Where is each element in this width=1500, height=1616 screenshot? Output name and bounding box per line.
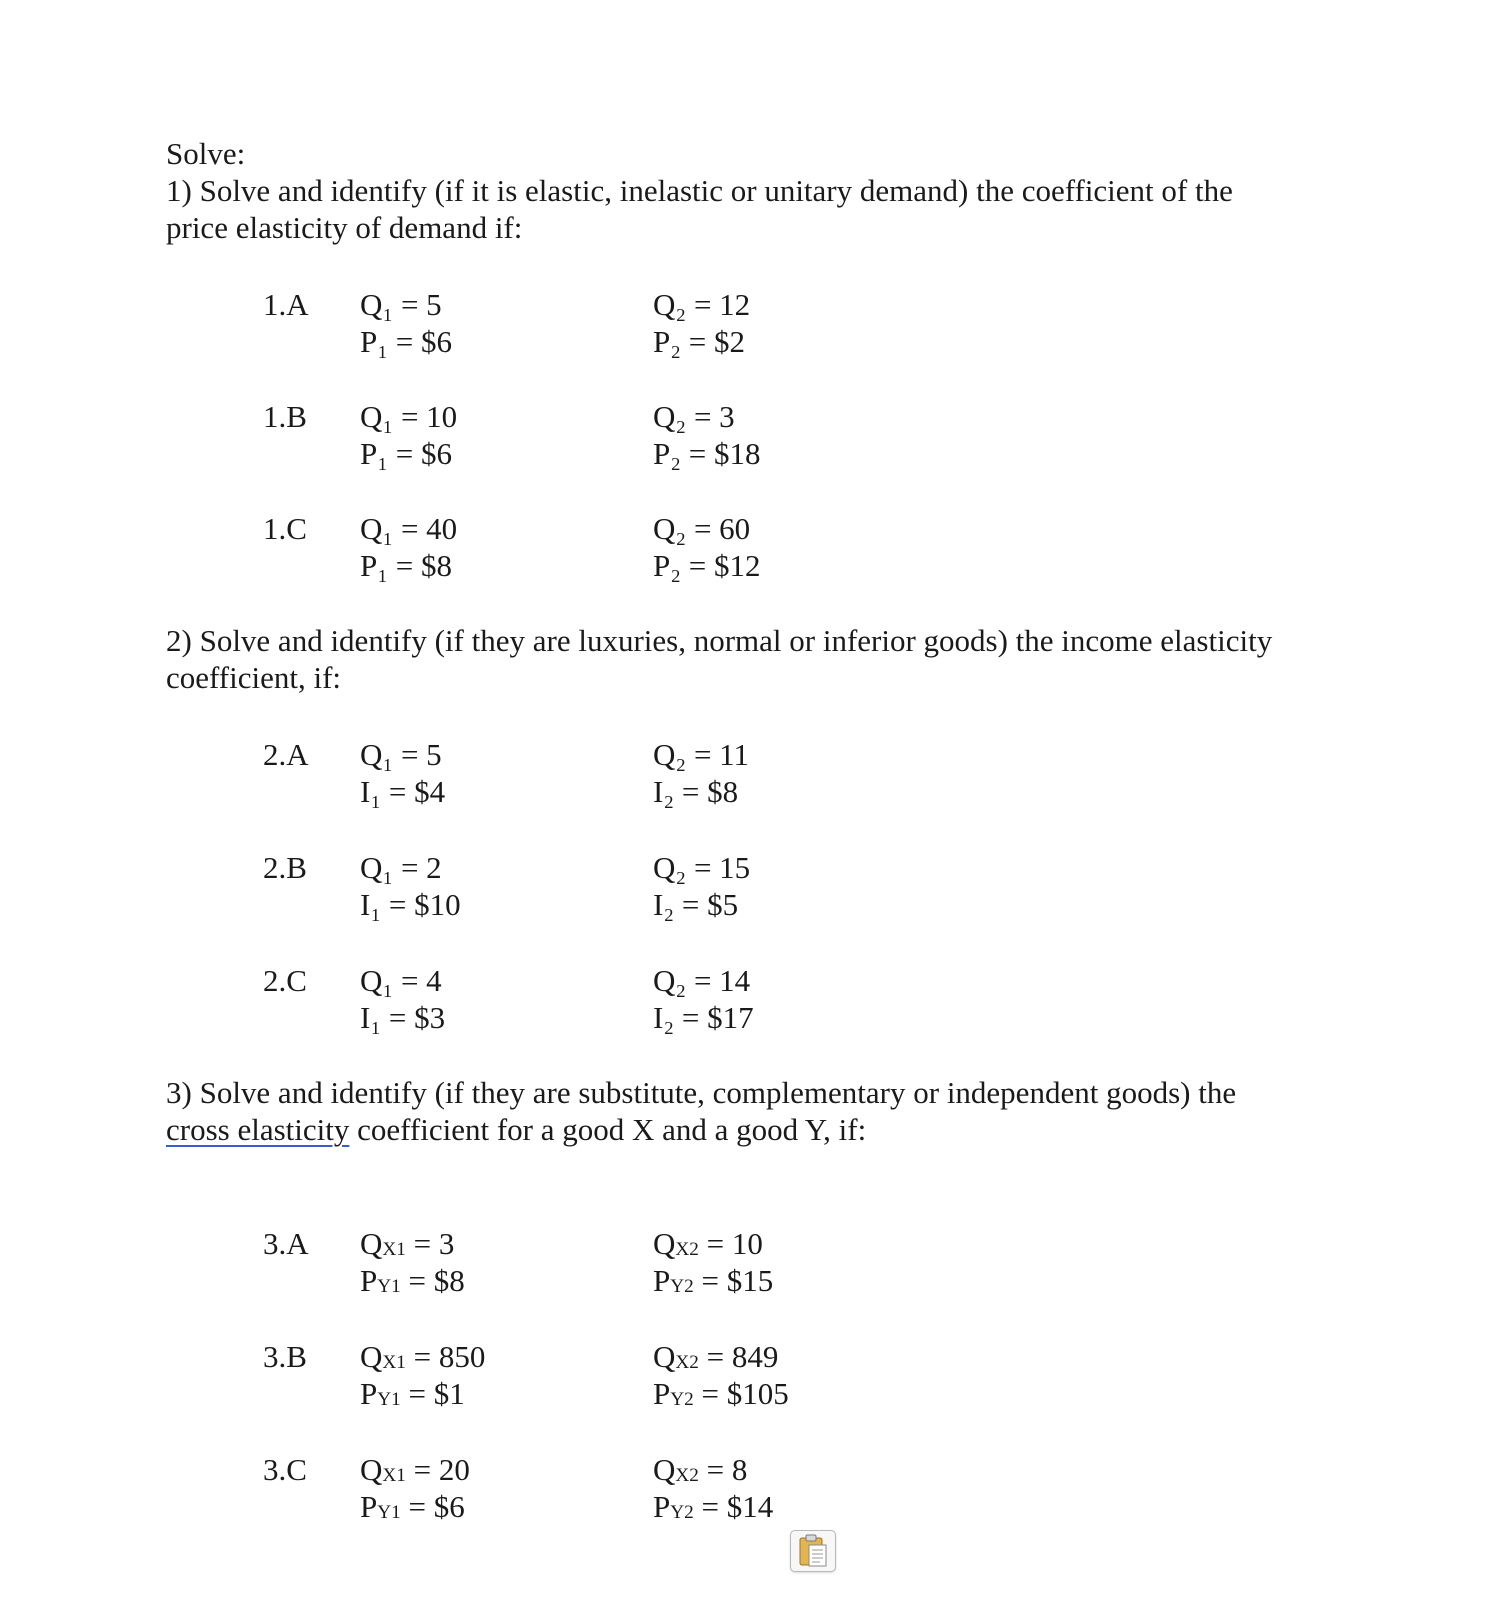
- problem-label: 3.B: [263, 1339, 307, 1374]
- problem-label: 3.C: [263, 1452, 307, 1487]
- cross-elasticity-spellcheck-link[interactable]: cross elasticity: [166, 1112, 350, 1147]
- q2-value: Q₂ = 11: [653, 737, 750, 772]
- i1-value: I₁ = $10: [360, 887, 461, 922]
- p1-value: P₁ = $6: [360, 324, 453, 359]
- p1-value: P₁ = $6: [360, 436, 453, 471]
- section-2-intro-line-1: 2) Solve and identify (if they are luxuries, normal or inferior goods) the income elasticity: [166, 623, 1273, 658]
- q1-value: Q₁ = 40: [360, 511, 458, 546]
- problem-label: 1.A: [263, 287, 309, 322]
- q2-value: Q₂ = 15: [653, 850, 751, 885]
- py2-value: PY2 = $105: [653, 1376, 789, 1411]
- paste-options-button[interactable]: [790, 1530, 836, 1572]
- p2-value: P₂ = $18: [653, 436, 761, 471]
- qx1-value: QX1 = 3: [360, 1226, 455, 1261]
- i1-value: I₁ = $3: [360, 1000, 446, 1035]
- q1-value: Q₁ = 4: [360, 963, 442, 998]
- section-1-intro-line-2: price elasticity of demand if:: [166, 210, 523, 245]
- qx2-value: QX2 = 8: [653, 1452, 748, 1487]
- section-2-intro-line-2: coefficient, if:: [166, 660, 342, 695]
- section-3-intro-line-2: [166, 1112, 866, 1148]
- q2-value: Q₂ = 3: [653, 399, 735, 434]
- problem-label: 1.B: [263, 399, 307, 434]
- i2-value: I₂ = $17: [653, 1000, 754, 1035]
- py2-value: PY2 = $14: [653, 1489, 774, 1524]
- i2-value: I₂ = $8: [653, 774, 739, 809]
- q2-value: Q₂ = 14: [653, 963, 751, 998]
- p2-value: P₂ = $12: [653, 548, 761, 583]
- q2-value: Q₂ = 12: [653, 287, 751, 322]
- section-3-intro-line-1: 3) Solve and identify (if they are substitute, complementary or independent goods) the: [166, 1075, 1237, 1110]
- q1-value: Q₁ = 2: [360, 850, 442, 885]
- problem-label: 1.C: [263, 511, 307, 546]
- py1-value: PY1 = $8: [360, 1263, 465, 1298]
- p1-value: P₁ = $8: [360, 548, 453, 583]
- problem-label: 2.C: [263, 963, 307, 998]
- qx1-value: QX1 = 20: [360, 1452, 470, 1487]
- problem-label: 3.A: [263, 1226, 309, 1261]
- py2-value: PY2 = $15: [653, 1263, 774, 1298]
- section-3-intro-rest: coefficient for a good X and a good Y, if:: [349, 1112, 867, 1147]
- qx2-value: QX2 = 10: [653, 1226, 763, 1261]
- problem-label: 2.B: [263, 850, 307, 885]
- q1-value: Q₁ = 10: [360, 399, 458, 434]
- py1-value: PY1 = $6: [360, 1489, 465, 1524]
- problem-label: 2.A: [263, 737, 309, 772]
- py1-value: PY1 = $1: [360, 1376, 465, 1411]
- i2-value: I₂ = $5: [653, 887, 739, 922]
- qx2-value: QX2 = 849: [653, 1339, 779, 1374]
- q2-value: Q₂ = 60: [653, 511, 751, 546]
- heading: Solve:: [166, 136, 246, 171]
- qx1-value: QX1 = 850: [360, 1339, 486, 1374]
- p2-value: P₂ = $2: [653, 324, 746, 359]
- i1-value: I₁ = $4: [360, 774, 446, 809]
- section-1-intro-line-1: 1) Solve and identify (if it is elastic, inelastic or unitary demand) the coefficient of the: [166, 173, 1233, 208]
- q1-value: Q₁ = 5: [360, 287, 442, 322]
- q1-value: Q₁ = 5: [360, 737, 442, 772]
- clipboard-paste-icon: [791, 1531, 835, 1571]
